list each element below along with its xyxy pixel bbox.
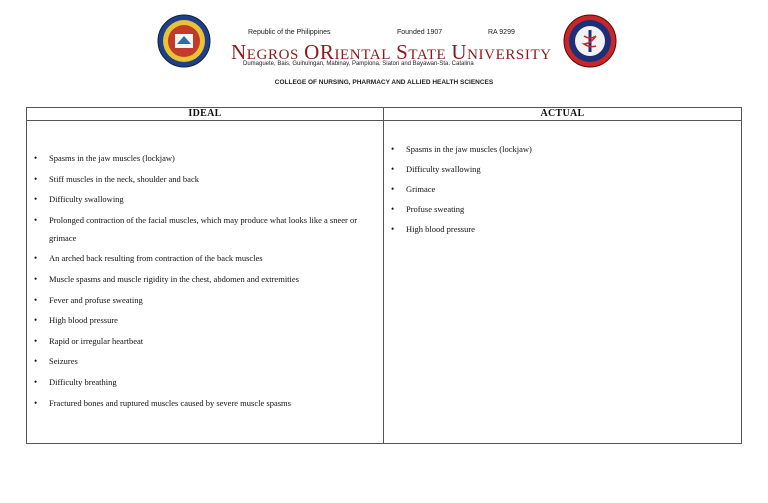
list-item: • High blood pressure bbox=[384, 220, 741, 238]
college-seal-logo bbox=[563, 14, 617, 68]
list-item: • Difficulty swallowing bbox=[384, 160, 741, 178]
list-item: • Fractured bones and ruptured muscles caused by severe muscle spasms bbox=[27, 394, 377, 412]
list-item: • Grimace bbox=[384, 180, 741, 198]
university-seal-logo bbox=[157, 14, 211, 68]
list-item: • Muscle spasms and muscle rigidity in the chest, abdomen and extremities bbox=[27, 270, 377, 288]
list-item: • An arched back resulting from contraction of the back muscles bbox=[27, 249, 377, 267]
actual-column bbox=[384, 108, 741, 443]
list-item: • Difficulty swallowing bbox=[27, 190, 377, 208]
list-item: • Seizures bbox=[27, 352, 377, 370]
list-item: • Spasms in the jaw muscles (lockjaw) bbox=[27, 149, 377, 167]
college-name: COLLEGE OF NURSING, PHARMACY AND ALLIED HEALTH SCIENCES bbox=[274, 79, 494, 86]
republic-text: Republic of the Philippines bbox=[248, 29, 331, 36]
comparison-table bbox=[26, 107, 742, 444]
campus-list: Dumaguete, Bais, Guihulngan, Mabinay, Pamplona, Siaton and Bayawan-Sta. Catalina bbox=[243, 61, 474, 67]
ideal-list bbox=[27, 121, 383, 412]
ideal-column bbox=[27, 108, 384, 443]
list-item: • Profuse sweating bbox=[384, 200, 741, 218]
ideal-header: IDEAL bbox=[27, 108, 383, 121]
ra-number: RA 9299 bbox=[488, 29, 515, 36]
actual-list bbox=[384, 121, 741, 238]
list-item: • Difficulty breathing bbox=[27, 373, 377, 391]
list-item: • Spasms in the jaw muscles (lockjaw) bbox=[384, 140, 741, 158]
list-item: • High blood pressure bbox=[27, 311, 377, 329]
list-item: • Stiff muscles in the neck, shoulder and back bbox=[27, 170, 377, 188]
university-name: NEGROS ORIENTAL STATE UNIVERSITY bbox=[231, 40, 552, 64]
list-item: • Rapid or irregular heartbeat bbox=[27, 332, 377, 350]
list-item: • Fever and profuse sweating bbox=[27, 291, 377, 309]
actual-header: ACTUAL bbox=[384, 108, 741, 121]
list-item: • Prolonged contraction of the facial muscles, which may produce what looks like a sneer or grimace bbox=[27, 211, 377, 247]
founded-text: Founded 1907 bbox=[397, 29, 443, 36]
